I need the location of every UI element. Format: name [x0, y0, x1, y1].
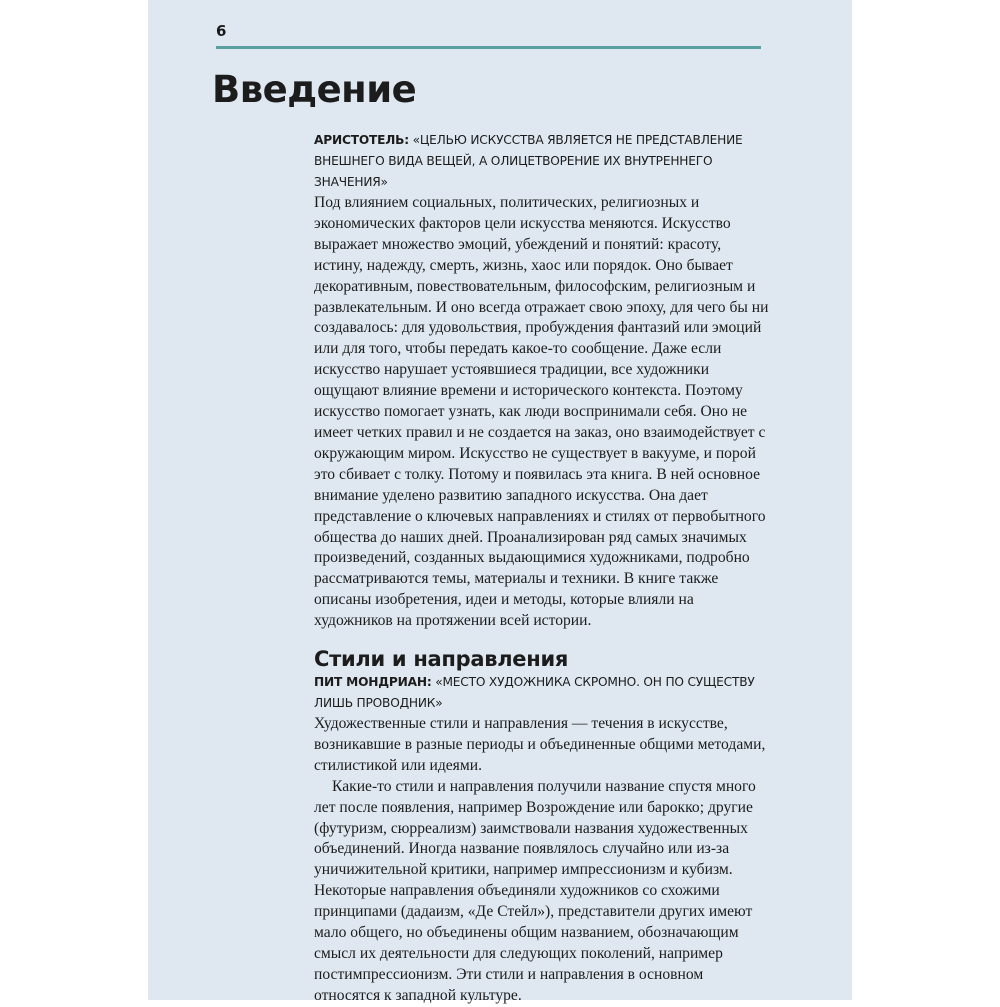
page-number: 6: [216, 22, 227, 40]
section-epigraph: [314, 672, 770, 714]
page-header: [216, 20, 761, 49]
section-quote-text: «МЕСТО ХУДОЖНИКА СКРОМНО. ОН ПО СУЩЕСТВУ ЛИШЬ ПРОВОДНИК»: [314, 675, 755, 711]
intro-quote-text: «ЦЕЛЬЮ ИСКУССТВА ЯВЛЯЕТСЯ НЕ ПРЕДСТАВЛЕНИЕ ВНЕШНЕГО ВИДА ВЕЩЕЙ, А ОЛИЦЕТВОРЕНИЕ ИХ ВНУТРЕННЕГО ЗНАЧЕНИЯ»: [314, 133, 743, 189]
intro-paragraph: Под влиянием социальных, политических, религиозных и экономических факторов цели искусства меняются. Искусство выражает множество эмоций, убеждений и понятий: красоту, истину, надежду, смерть, жизнь, хаос или порядок. Оно бывает декоративным, повествовательным, философским, религиозным и развлекательным. И оно всегда отражает свою эпоху, для чего бы ни создавалось: для удовольствия, пробуждения фантазий или эмоций или для того, чтобы передать какое-то сообщение. Даже если искусство нарушает устоявшиеся традиции, все художники ощущают влияние времени и исторического контекста. Поэтому искусство помогает узнать, как люди воспринимали себя. Оно не имеет четких правил и не создается на заказ, оно взаимодействует с окружающим миром. Искусство не существует в вакууме, и порой это сбивает с толку. Потому и появилась эта книга. В ней основное внимание уделено развитию западного искусства. Она дает представление о ключевых направлениях и стилях от первобытного общества до наших дней. Проанализирован ряд самых значимых произведений, созданных выдающимися художниками, подробно рассматриваются темы, материалы и техники. В книге также описаны изобретения, идеи и методы, которые влияли на художников на протяжении всей истории.: [314, 194, 769, 630]
intro-epigraph: [314, 130, 770, 193]
intro-quote-author: АРИСТОТЕЛЬ:: [314, 133, 409, 147]
chapter-title: Введение: [212, 68, 417, 111]
section-title: Стили и направления: [314, 647, 569, 672]
section-paragraph-1: Художественные стили и направления — течения в искусстве, возникавшие в разные периоды и объединенные общими методами, стилистикой или идеями.: [314, 715, 766, 774]
section-quote-author: ПИТ МОНДРИАН:: [314, 675, 432, 690]
text-column: [314, 130, 770, 1007]
section-paragraph-2: Какие-то стили и направления получили название спустя много лет после появления, например Возрождение или барокко; другие (футуризм, сюрреализм) заимствовали названия художественных объединений. Иногда название появлялось случайно или из-за уничижительной критики, например импрессионизм и кубизм. Некоторые направления объединяли художников со схожими принципами (дадаизм, «Де Стейл»), представители других имеют мало общего, но объединены общим названием, обозначающим смысл их деятельности для следующих поколений, например постимпрессионизм. Эти стили и направления в основном относятся к западной культуре.: [314, 777, 756, 1004]
book-page: [148, 0, 852, 1004]
